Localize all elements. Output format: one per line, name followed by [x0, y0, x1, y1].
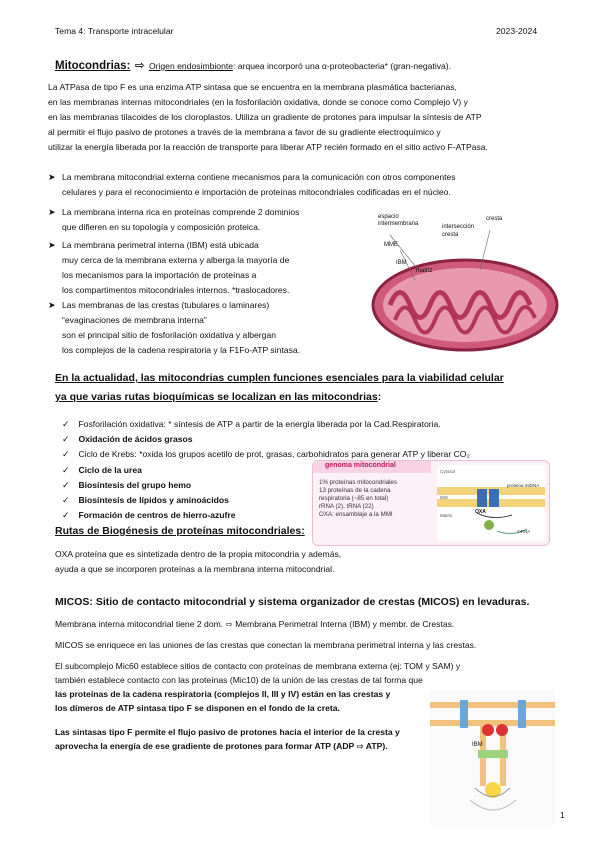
sec2-title-colon: : — [377, 391, 382, 403]
genome-item: 1% proteínas mitocondriales — [319, 479, 398, 486]
genome-figure — [312, 460, 550, 546]
label-cytosol: Cytosol — [440, 469, 456, 474]
sec4-paragraph4 — [55, 727, 400, 755]
label-protein-mtdna: proteína mtDNA — [507, 483, 540, 488]
sec4-line1: Membrana interna mitocondrial tiene 2 dom. ⇨ Membrana Perimetral Interna (IBM) y membr. de Crestas. — [55, 619, 455, 629]
label-espacio: espacio — [378, 214, 399, 220]
function-item: Ciclo de Krebs: *oxida los grupos acetilo de prot, grasas, carbohidratos para generar ATP y liberar CO₂ — [78, 449, 470, 460]
header-right: 2023-2024 — [496, 26, 538, 36]
bullet-arrow-icon: ➤ — [48, 300, 56, 310]
sec4-line2: MICOS se enriquece en las uniones de las crestas que conectan la membrana perimetral interna y las crestas. — [55, 640, 477, 650]
check-icon: ✓ — [62, 494, 70, 505]
sec4-p4-line: Las sintasas tipo F permite el flujo pasivo de protones hacia el interior de la cresta y — [55, 727, 400, 737]
bullet-item — [62, 300, 300, 360]
check-icon: ✓ — [62, 464, 70, 475]
bullet-line: muy cerca de la membrana externa y alberga la mayoría de — [62, 255, 290, 265]
label-ibm-micos: IBM — [472, 742, 483, 748]
genome-title: genoma mitocondrial — [325, 462, 396, 469]
para-line: en las membranas tilacoides de los cloroplastos. Utiliza un gradiente de protones para impulsar la síntesis de ATP — [48, 112, 482, 122]
label-intermembrana: intermembrana — [378, 221, 419, 227]
function-item: Biosíntesis del grupo hemo — [78, 479, 192, 490]
function-item: Fosforilación oxidativa: * síntesis de ATP a partir de la energía liberada por la Cad.Respiratoria. — [78, 419, 441, 429]
genome-item: 13 proteínas de la cadena — [319, 487, 391, 494]
sec2-title-line1: En la actualidad, las mitocondrias cumplen funciones esenciales para la viabilidad celular — [55, 372, 504, 384]
bullet-item — [62, 207, 299, 237]
check-icon: ✓ — [62, 479, 70, 490]
sec3-line: OXA proteína que es sintetizada dentro de la propia mitocondria y además, — [55, 549, 342, 559]
bullet-line: Las membranas de las crestas (tubulares o laminares) — [62, 300, 270, 310]
bullet-line: los mecanismos para la importación de proteínas a — [62, 270, 257, 280]
sec4-p4-line: aprovecha la energía de ese gradiente de protones para formar ATP (ADP ⇨ ATP). — [55, 741, 388, 751]
check-icon: ✓ — [62, 419, 70, 429]
function-item: Oxidación de ácidos grasos — [78, 434, 193, 445]
label-cresta: cresta — [486, 216, 503, 222]
sec4-p3-line: las proteínas de la cadena respiratoria (complejos II, III y IV) están en las crestas y — [55, 689, 391, 699]
oxa-diagram — [437, 465, 545, 541]
label-matrix: Matrix — [440, 513, 453, 518]
origin-rest: : arquea incorporó una α-proteobacteria* (gran-negativa). — [233, 61, 452, 71]
genome-item: OXA: ensamblaje a la MMI — [319, 511, 393, 518]
sec3-paragraph — [55, 549, 341, 579]
genome-items — [319, 479, 397, 519]
arrow-icon: ⇨ — [134, 60, 145, 72]
sec4-paragraph3 — [55, 661, 460, 717]
label-oxa: OXA — [475, 509, 486, 515]
para-line: utilizar la energía liberada por la reacción de transporte para liberar ATP recién formado en el sitio activo F-ATPasa. — [48, 142, 488, 152]
genome-item: rRNA (2), tRNA (22) — [319, 503, 374, 510]
label-mrna: mRNA — [517, 529, 531, 534]
bullet-arrow-icon: ➤ — [48, 172, 56, 182]
label-matriz: matriz — [416, 268, 433, 274]
bullet-line: los compartimentos mitocondriales internos. *traslocadores. — [62, 285, 290, 295]
para-line: en las membranas internas mitocondriales (en la fosforilación oxidativa, donde se conoce como Complejo V) y — [48, 97, 468, 107]
sec2-title-line2: ya que varias rutas bioquímicas se localizan en las mitocondrias — [55, 391, 378, 403]
bullet-arrow-icon: ➤ — [48, 240, 56, 250]
bullet-line: La membrana interna rica en proteínas comprende 2 dominios — [62, 207, 300, 217]
sec1-paragraph — [48, 82, 488, 157]
bullet-line: La membrana perimetral interna (IBM) está ubicada — [62, 240, 259, 250]
function-item: Biosíntesis de lípidos y aminoácidos — [78, 494, 229, 505]
sec3-title: Rutas de Biogénesis de proteínas mitocondriales: — [55, 525, 305, 537]
sec4-p3-line: El subcomplejo Mic60 establece sitios de contacto con proteínas de membrana externa (ej: TOM y SAM) y — [55, 661, 461, 671]
mitochondrion-figure — [360, 210, 560, 360]
header-left: Tema 4: Transporte intracelular — [55, 26, 174, 36]
bullet-line: celulares y para el reconocimiento e importación de proteínas mitocondriales codificadas en el núcleo. — [62, 187, 451, 197]
check-icon: ✓ — [62, 434, 70, 445]
sec3-line: ayuda a que se incorporen proteínas a la membrana interna mitocondrial. — [55, 564, 335, 574]
bullet-line: “evaginaciones de membrana interna” — [62, 315, 207, 325]
origin-label: Origen endosimbionte — [148, 61, 234, 71]
sec2-title — [55, 372, 504, 402]
bullet-line: son el principal sitio de fosforilación oxidativa y albergan — [62, 330, 277, 340]
para-line: al permitir el flujo pasivo de protones a través de la membrana a favor de su gradiente electroquímico y — [48, 127, 441, 137]
label-ibm: IBM — [396, 260, 407, 266]
para-line: La ATPasa de tipo F es una enzima ATP sintasa que se encuentra en la membrana plasmática bacterianas, — [48, 82, 457, 92]
label-cresta-2: cresta — [442, 232, 459, 238]
bullet-item — [62, 240, 289, 300]
bullet-arrow-icon: ➤ — [48, 207, 56, 217]
bullet-item — [62, 172, 456, 202]
function-item: Formación de centros de hierro-azufre — [78, 510, 236, 521]
sec1-title-line — [55, 56, 451, 74]
genome-item: respiratoria (~85 en total) — [319, 495, 389, 502]
bullet-line: los complejos de la cadena respiratoria y la F1Fo-ATP sintasa. — [62, 345, 301, 355]
function-item: Ciclo de la urea — [78, 464, 142, 475]
check-icon: ✓ — [62, 510, 70, 521]
micos-figure — [430, 690, 555, 825]
label-ims: IMS — [440, 495, 449, 500]
sec4-title: MICOS: Sitio de contacto mitocondrial y sistema organizador de crestas (MICOS) en levaduras. — [55, 596, 530, 608]
label-interseccion: intersección — [442, 224, 475, 230]
bullet-line: La membrana mitocondrial externa contiene mecanismos para la comunicación con otros componentes — [62, 172, 456, 182]
sec4-p3-line: también establece contacto con las proteínas (Mic10) de la unión de las crestas de tal forma que — [55, 675, 423, 685]
sec1-title: Mitocondrias: — [55, 60, 131, 72]
check-icon: ✓ — [62, 449, 70, 460]
page-number: 1 — [560, 810, 565, 820]
sec4-p3-line: los dímeros de ATP sintasa tipo F se disponen en el fondo de la creta. — [55, 703, 340, 713]
label-mme: MME — [384, 242, 398, 248]
bullet-line: que difieren en su topología y composición proteica. — [62, 222, 261, 232]
